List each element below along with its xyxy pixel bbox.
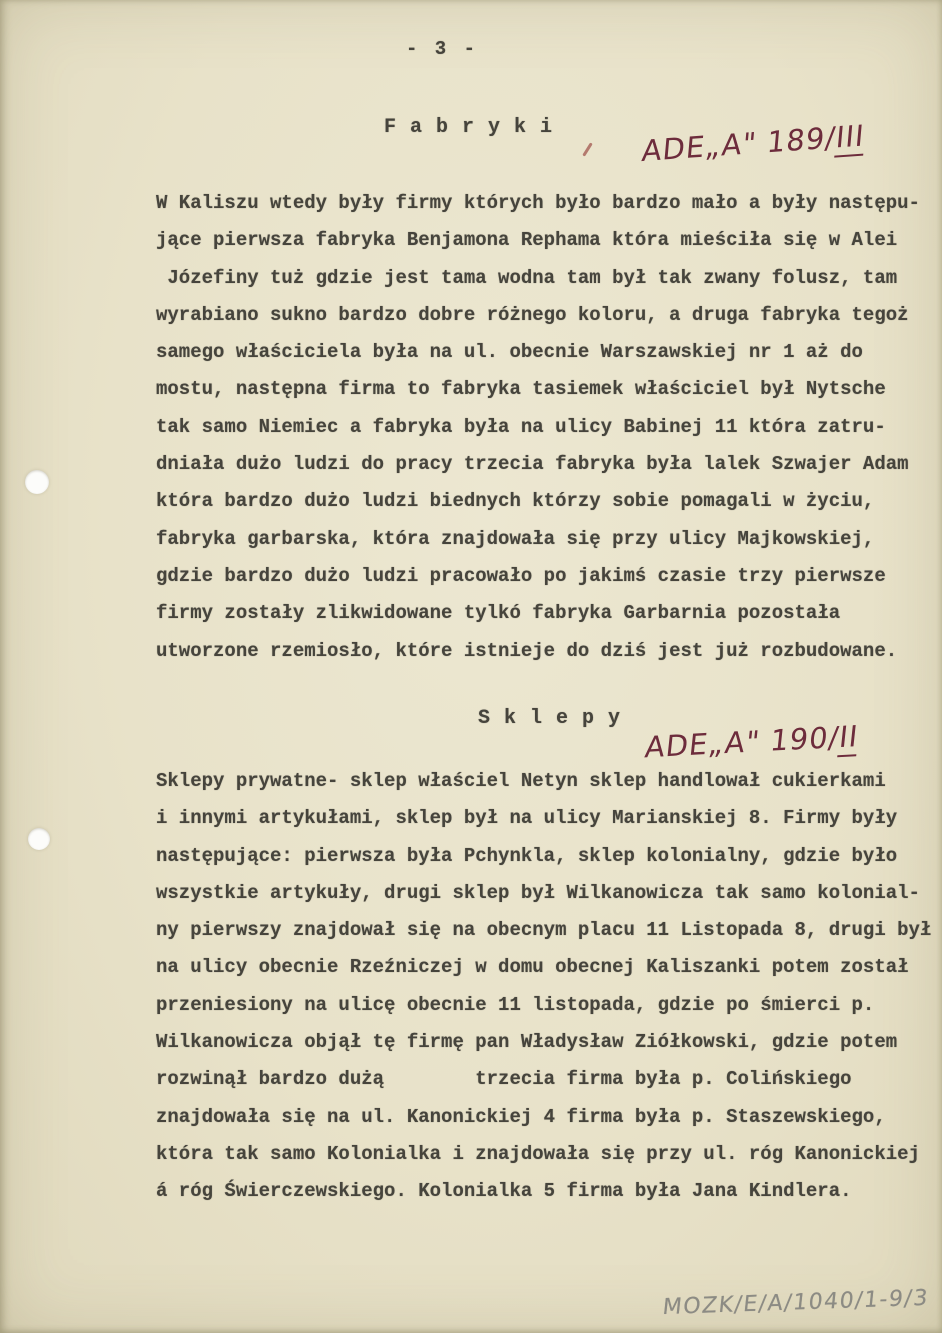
typewritten-line: następujące: pierwsza była Pchynkla, sklep kolonialny, gdzie było (156, 844, 898, 867)
section-heading-sklepy: S k l e p y (478, 707, 622, 730)
typewritten-line: wyrabiano sukno bardzo dobre różnego koloru, a druga fabryka tegoż (156, 303, 909, 326)
typewritten-line: samego właściciela była na ul. obecnie Warszawskiej nr 1 aż do (156, 341, 863, 364)
typewritten-line: która bardzo dużo ludzi biednych którzy sobie pomagali w życiu, (156, 490, 875, 513)
typewritten-line: mostu, następna firma to fabryka tasiemek właściciel był Nytsche (156, 378, 886, 401)
typewritten-line: ny pierwszy znajdował się na obecnym placu 11 Listopada 8, drugi był (156, 919, 932, 942)
pencil-catalogue-number: MOZK/E/A/1040/1-9/3 (661, 1285, 931, 1321)
typewritten-line: á róg Świerczewskiego. Kolonialka 5 firma była Jana Kindlera. (156, 1180, 852, 1203)
typewritten-line: dniała dużo ludzi do pracy trzecia fabryka była lalek Szwajer Adam (156, 453, 909, 476)
handwritten-archival-annotation (623, 685, 864, 766)
typewritten-line: rozwinął bardzo dużą trzecia firma była p. Colińskiego (156, 1068, 852, 1091)
annotation-underlined-numeral: III (834, 118, 866, 157)
typewritten-line: fabryka garbarska, która znajdowała się przy ulicy Majkowskiej, (156, 527, 875, 550)
annotation-text: ADE„A" 189/ (640, 120, 838, 169)
paragraph-sklepy (156, 763, 942, 1211)
typewritten-line: Sklepy prywatne- sklep właściel Netyn sklep handlował cukierkami (156, 770, 886, 792)
typewritten-line: firmy zostały zlikwidowane tylkó fabryka Garbarnia pozostała (156, 602, 841, 625)
typewritten-line: tak samo Niemiec a fabryka była na ulicy Babinej 11 która zatru- (156, 415, 886, 438)
page-number: - 3 - (406, 38, 479, 60)
typewritten-line: która tak samo Kolonialka i znajdowała się przy ul. róg Kanonickiej (156, 1142, 920, 1165)
typewritten-line: gdzie bardzo dużo ludzi pracowało po jakimś czasie trzy pierwsze (156, 564, 886, 587)
annotation-underlined-numeral: II (837, 719, 860, 757)
hole-punch-bottom (28, 828, 50, 850)
annotation-text: ADE„A" 190/ (643, 719, 842, 765)
typewritten-line: jące pierwsza fabryka Benjamona Rephama która mieściła się w Alei (156, 229, 898, 252)
hole-punch-top (25, 470, 49, 494)
typewritten-line: na ulicy obecnie Rzeźniczej w domu obecnej Kaliszanki potem został (156, 956, 909, 979)
typewritten-line: W Kaliszu wtedy były firmy których było bardzo mało a były następu- (156, 192, 920, 214)
paragraph-fabryki (156, 185, 942, 670)
typewritten-line: Józefiny tuż gdzie jest tama wodna tam był tak zwany folusz, tam (156, 266, 898, 289)
typewritten-line: wszystkie artykuły, drugi sklep był Wilkanowicza tak samo kolonial- (156, 881, 920, 904)
typewritten-line: znajdowała się na ul. Kanonickiej 4 firma była p. Staszewskiego, (156, 1105, 886, 1128)
typewritten-line: i innymi artykułami, sklep był na ulicy Marianskiej 8. Firmy były (156, 807, 898, 830)
section-heading-fabryki: F a b r y k i (384, 116, 554, 139)
typewritten-line: Wilkanowicza objął tę firmę pan Władysław Ziółkowski, gdzie potem (156, 1031, 898, 1054)
typewritten-line: przeniesiony na ulicę obecnie 11 listopada, gdzie po śmierci p. (156, 993, 875, 1016)
typewritten-line: utworzone rzemiosło, które istnieje do dziś jest już rozbudowane. (156, 639, 898, 662)
